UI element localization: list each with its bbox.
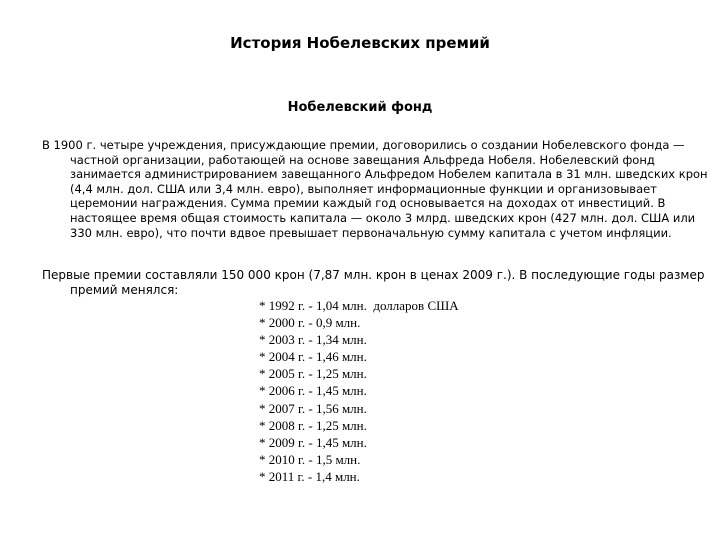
list-item: * 1992 г. - 1,04 млн. долларов США [259,298,459,313]
list-item: * 2000 г. - 0,9 млн. [259,315,361,331]
list-item: * 2010 г. - 1,5 млн. [259,451,361,467]
list-item: * 2005 г. - 1,25 млн. [259,366,367,382]
slide-title: История Нобелевских премий [230,34,490,52]
paragraph-nobel-foundation: В 1900 г. четыре учреждения, присуждающие премии, договорились о создании Нобелевского фонда — частной организации, работающей на основе завещания Альфреда Нобеля. Нобелевский фонд занимается администрированием завещанного Альфредом Нобелем капитала в 31 млн. шведских крон (4,4 млн. дол. США или 3,4 млн. евро), выполняет информационные функции и организовывает церемонии награждения. Сумма премии каждый год основывается на доходах от инвестиций. В настоящее время общая стоимость капитала — около 3 млрд. шведских крон (427 млн. дол. США или 330 млн. евро), что почти вдвое превышает первоначальную сумму капитала с учетом инфляции. [42,138,708,240]
paragraph-first-prizes: Первые премии составляли 150 000 крон (7,87 млн. крон в ценах 2009 г.). В последующие годы размер премий менялся: [42,268,705,297]
list-item: * 2009 г. - 1,45 млн. [259,434,367,450]
list-item: * 2003 г. - 1,34 млн. [259,332,367,348]
section-title: Нобелевский фонд [287,100,433,115]
prize-amounts-list [259,297,459,485]
list-item: * 2006 г. - 1,45 млн. [259,383,367,399]
list-item: * 2011 г. - 1,4 млн. [259,468,360,484]
list-item: * 2008 г. - 1,25 млн. [259,417,367,433]
list-item: * 2004 г. - 1,46 млн. [259,349,367,365]
list-item: * 2007 г. - 1,56 млн. [259,400,367,416]
